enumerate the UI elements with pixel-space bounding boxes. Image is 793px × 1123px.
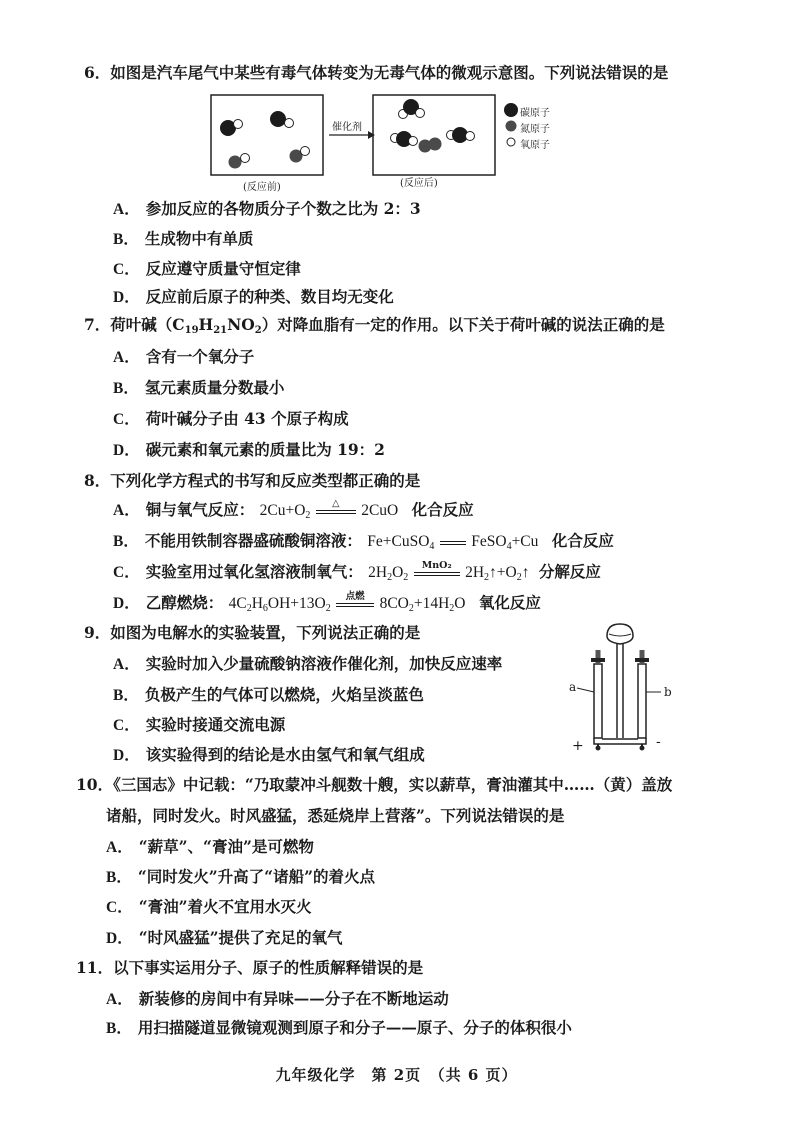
question-10-stem-line-1: 10．《三国志》中记载：“乃取蒙冲斗舰数十艘，实以薪草，膏油灌其中……（黄）盖放 [76,775,673,794]
catalyst-label: 催化剂 [332,122,362,133]
question-6-option-b[interactable]: B． 生成物中有单质 [113,229,254,248]
question-8-option-d[interactable]: D． 乙醇燃烧： $4C_2H_6OH+13O_2$ 点燃 $8CO_2+14H_2O$ 氧化反应 [113,591,541,614]
question-9-option-d[interactable]: D． 该实验得到的结论是水由氢气和氧气组成 [113,745,425,764]
condition-arrow: MnO₂ [414,566,460,580]
question-9-option-c[interactable]: C． 实验时接通交流电源 [113,715,286,734]
question-8-option-b[interactable]: B． 不能用铁制容器盛硫酸铜溶液： Fe+CuSO$_4$ FeSO$_4$+Cu 化合反应 [113,531,614,552]
positive-electrode-label: + [572,738,584,754]
question-8-stem: 8．下列化学方程式的书写和反应类型都正确的是 [84,471,421,490]
question-11-option-a[interactable]: A． 新装修的房间中有异味——分子在不断地运动 [106,989,449,1008]
question-7-option-a[interactable]: A． 含有一个氧分子 [113,347,255,366]
question-8-option-c[interactable]: C． 实验室用过氧化氢溶液制氧气： $2H_2O_2$ MnO₂ $2H_2↑+O_2↑$ 分解反应 [113,560,601,583]
legend-nitrogen-label: 氮原子 [520,124,550,135]
question-10-option-b[interactable]: B． “同时发火”升高了“诸船”的着火点 [106,867,376,886]
no-molecule [290,147,310,163]
no-molecule [229,154,250,169]
question-6-option-d[interactable]: D． 反应前后原子的种类、数目均无变化 [113,287,394,306]
question-11-option-b[interactable]: B． 用扫描隧道显微镜观测到原子和分子——原子、分子的体积很小 [106,1018,572,1037]
negative-electrode-label: - [656,734,661,750]
after-reaction-label: (反应后) [400,178,438,189]
co-molecule [270,111,294,128]
condition-arrow: 点燃 [336,597,374,611]
before-reaction-label: (反应前) [243,182,281,193]
question-9-option-b[interactable]: B． 负极产生的气体可以燃烧，火焰呈淡蓝色 [113,685,424,704]
page-footer: 九年级化学 第 2页 （共 6 页） [275,1066,518,1084]
question-10-option-c[interactable]: C． “膏油”着火不宜用水灭火 [106,897,312,916]
question-7-option-d[interactable]: D． 碳元素和氧元素的质量比为 19：2 [113,440,385,459]
co2-molecule [391,131,418,147]
condition-arrow: △ [316,504,356,518]
question-10-option-a[interactable]: A． “薪草”、“膏油”是可燃物 [106,837,314,856]
tube-a-label: a [569,680,577,694]
n2-molecule [419,138,442,153]
question-6-option-a[interactable]: A． 参加反应的各物质分子个数之比为 2：3 [113,199,421,218]
legend-carbon-label: 碳原子 [520,108,550,119]
co2-molecule [447,127,475,143]
question-10-option-d[interactable]: D． “时风盛猛”提供了充足的氧气 [106,928,343,947]
question-6-option-c[interactable]: C． 反应遵守质量守恒定律 [113,259,301,278]
question-7-option-b[interactable]: B． 氢元素质量分数最小 [113,378,285,397]
co2-molecule [399,99,425,119]
tube-b-label: b [664,685,672,699]
question-9-stem: 9．如图为电解水的实验装置，下列说法正确的是 [84,623,421,642]
co-molecule [220,120,243,137]
question-6-stem: 6．如图是汽车尾气中某些有毒气体转变为无毒气体的微观示意图。下列说法错误的是 [84,63,669,82]
question-10-stem-line-2: 诸船，同时发火。时风盛猛，悉延烧岸上营落”。下列说法错误的是 [106,806,565,825]
question-7-option-c[interactable]: C． 荷叶碱分子由 43 个原子构成 [113,409,349,428]
equals-sign [440,535,466,549]
question-8-option-a[interactable]: A． 铜与氧气反应： $2Cu+O_2$ △ 2CuO 化合反应 [113,498,474,521]
question-11-stem: 11．以下事实运用分子、原子的性质解释错误的是 [76,958,424,977]
legend-oxygen-label: 氧原子 [520,140,550,151]
question-7-stem: 7．荷叶碱$(C_{19}H_{21}NO_2)$对降血脂有一定的作用。以下关于荷叶碱的说法正确的是 [84,315,665,336]
question-9-option-a[interactable]: A． 实验时加入少量硫酸钠溶液作催化剂，加快反应速率 [113,654,503,673]
